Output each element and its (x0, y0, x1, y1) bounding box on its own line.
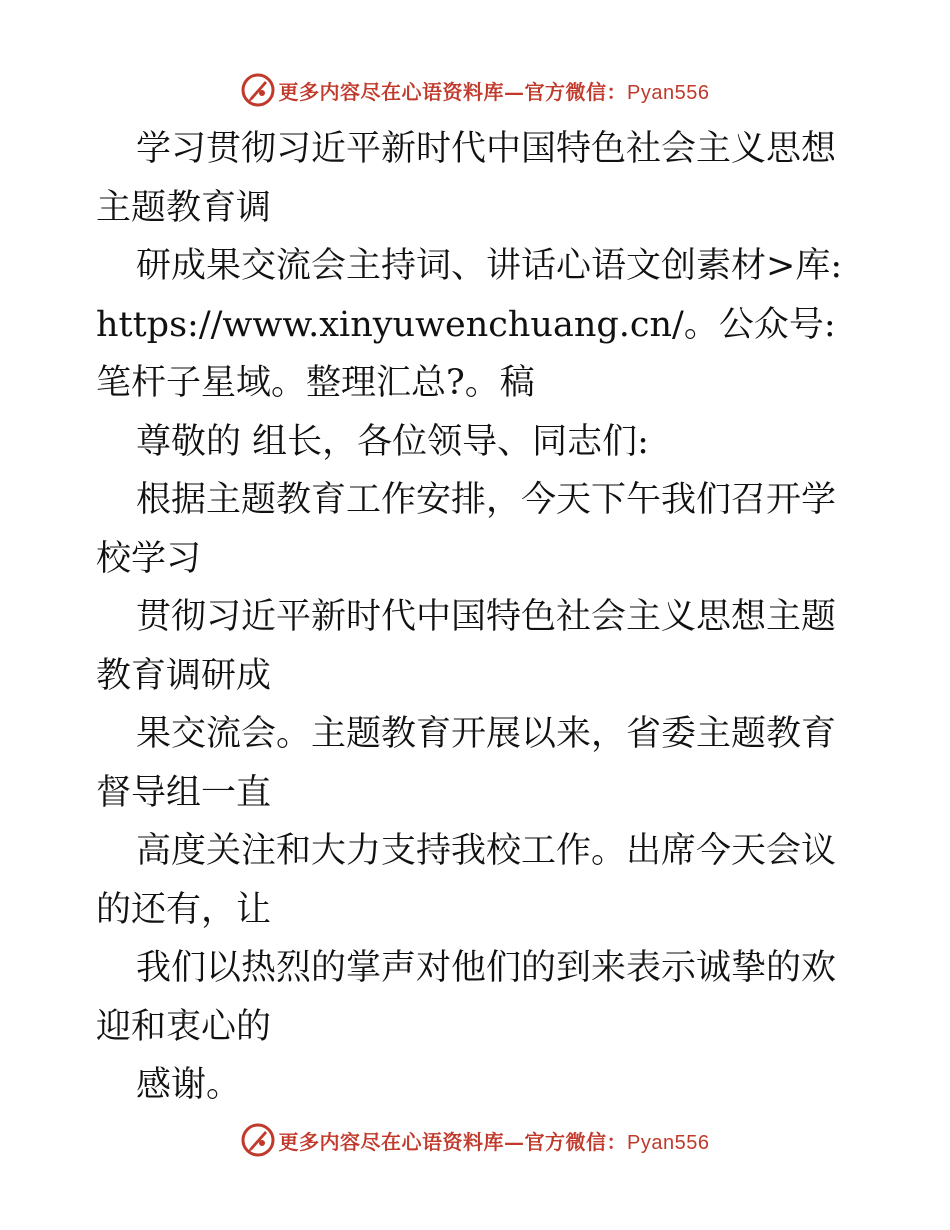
paragraph: 学习贯彻习近平新时代中国特色社会主义思想主题教育调 (96, 129, 837, 228)
header-banner-text: 更多内容尽在心语资料库—官方微信：Pyan556 (278, 79, 710, 104)
header-banner (0, 70, 950, 110)
quill-logo-icon (241, 73, 275, 107)
paragraph: 果交流会。主题教育开展以来，省委主题教育督导组一直 (96, 714, 837, 813)
footer-banner (0, 1120, 950, 1160)
footer-account: Pyan556 (627, 1131, 710, 1154)
header-account: Pyan556 (627, 81, 710, 104)
footer-banner-text: 更多内容尽在心语资料库—官方微信：Pyan556 (278, 1129, 710, 1154)
paragraph: 根据主题教育工作安排，今天下午我们召开学校学习 (96, 480, 837, 579)
paragraph: 高度关注和大力支持我校工作。出席今天会议的还有，让 (96, 831, 837, 930)
quill-logo-icon (241, 1123, 275, 1157)
document-body (96, 120, 856, 1115)
paragraph: 感谢。 (136, 1065, 242, 1105)
paragraph: 我们以热烈的掌声对他们的到来表示诚挚的欢迎和衷心的 (96, 948, 837, 1047)
paragraph: 尊敬的 组长，各位领导、同志们: (136, 421, 649, 462)
paragraph: 研成果交流会主持词、讲话心语文创素材>库: https://www.xinyuwenchuang.cn/。公众号: 笔杆子星域。整理汇总?。稿 (96, 246, 843, 403)
paragraph: 贯彻习近平新时代中国特色社会主义思想主题教育调研成 (96, 597, 837, 696)
